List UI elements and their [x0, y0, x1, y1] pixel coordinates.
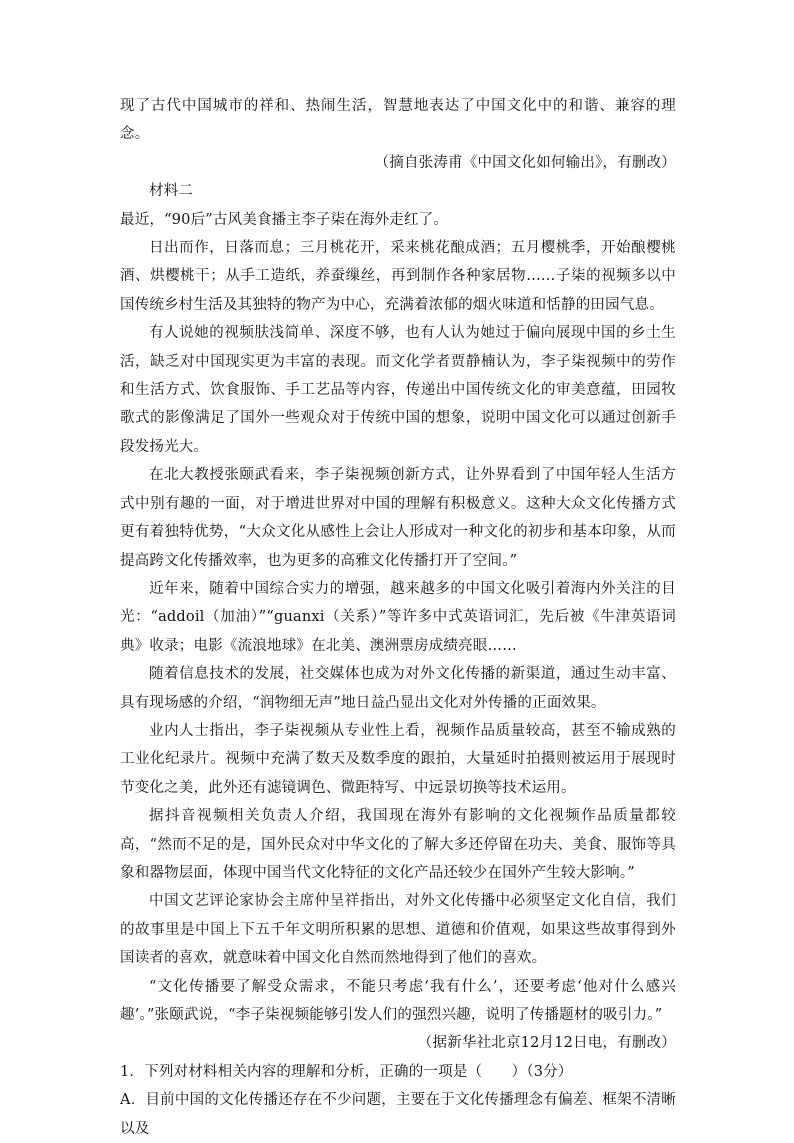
question-1: 1．下列对材料相关内容的理解和分析，正确的一项是（ ）（3分） — [120, 1063, 573, 1080]
paragraph-8: 据抖音视频相关负责人介绍，我国现在海外有影响的文化视频作品质量都较高，“然而不足的是，国外民众对中华文化的了解大多还停留在功夫、美食、服饰等具象和器物层面，体现中国当代文化特征的文化产品还较少在国外产生较大影响。” — [120, 808, 676, 881]
paragraph-continued: 现了古代中国城市的祥和、热闹生活，智慧地表达了中国文化中的和谐、兼容的理念。 — [120, 98, 676, 143]
paragraph-2: 日出而作，日落而息；三月桃花开，采来桃花酿成酒；五月樱桃季，开始酿樱桃酒、烘樱桃干；从手工造纸，养蚕缫丝，再到制作各种家居物……子柒的视频多以中国传统乡村生活及其独特的物产为中心，充满着浓郁的烟火味道和恬静的田园气息。 — [120, 240, 676, 313]
source-citation-2: （据新华社北京12月12日电，有删改） — [417, 1035, 676, 1052]
paragraph-3: 有人说她的视频肤浅简单、深度不够，也有人认为她过于偏向展现中国的乡土生活，缺乏对中国现实更为丰富的表现。而文化学者贾静楠认为，李子柒视频中的劳作和生活方式、饮食服饰、手工艺品等内容，传递出中国传统文化的审美意蕴，田园牧歌式的影像满足了国外一些观众对于传统中国的想象，说明中国文化可以通过创新手段发扬光大。 — [120, 325, 676, 455]
paragraph-10: “文化传播要了解受众需求，不能只考虑‘我有什么’，还要考虑‘他对什么感兴趣’。”张颐武说，“李子柒视频能够引发人们的强烈兴趣，说明了传播题材的吸引力。” — [120, 978, 676, 1023]
paragraph-9: 中国文艺评论家协会主席仲呈祥指出，对外文化传播中必须坚定文化自信，我们的故事里是中国上下五千年文明所积累的思想、道德和价值观，如果这些故事得到外国读者的喜欢，就意味着中国文化自然而然地得到了他们的喜欢。 — [120, 893, 676, 967]
paragraph-5: 近年来，随着中国综合实力的增强，越来越多的中国文化吸引着海内外关注的目光：“addoil（加油）”“guanxi（关系）”等许多中式英语词汇，先后被《牛津英语词典》收录；电影《流浪地球》在北美、澳洲票房成绩亮眼…… — [120, 580, 676, 654]
paragraph-7: 业内人士指出，李子柒视频从专业性上看，视频作品质量较高，甚至不输成熟的工业化纪录片。视频中充满了数天及数季度的跟拍，大量延时拍摄则被运用于展现时节变化之美，此外还有滤镜调色、微距特写、中远景切换等技术运用。 — [120, 722, 676, 796]
paragraph-intro: 最近，“90后”古风美食播主李子柒在海外走红了。 — [120, 211, 449, 228]
section-heading-material-2: 材料二 — [149, 183, 194, 200]
paragraph-6: 随着信息技术的发展，社交媒体也成为对外文化传播的新渠道，通过生动丰富、具有现场感的介绍，“润物细无声”地日益凸显出文化对外传播的正面效果。 — [120, 666, 676, 711]
document-page — [120, 92, 676, 1143]
source-citation-1: （摘自张涛甫《中国文化如何输出》，有删改） — [374, 154, 676, 171]
question-1-option-a: A．目前中国的文化传播还存在不少问题，主要在于文化传播理念有偏差、框架不清晰以及 — [120, 1092, 676, 1137]
paragraph-4: 在北大教授张颐武看来，李子柒视频创新方式，让外界看到了中国年轻人生活方式中别有趣的一面，对于增进世界对中国的理解有积极意义。这种大众文化传播方式更有着独特优势，“大众文化从感性上会让人形成对一种文化的初步和基本印象，从而提高跨文化传播效率，也为更多的高雅文化传播打开了空间。” — [120, 467, 676, 569]
